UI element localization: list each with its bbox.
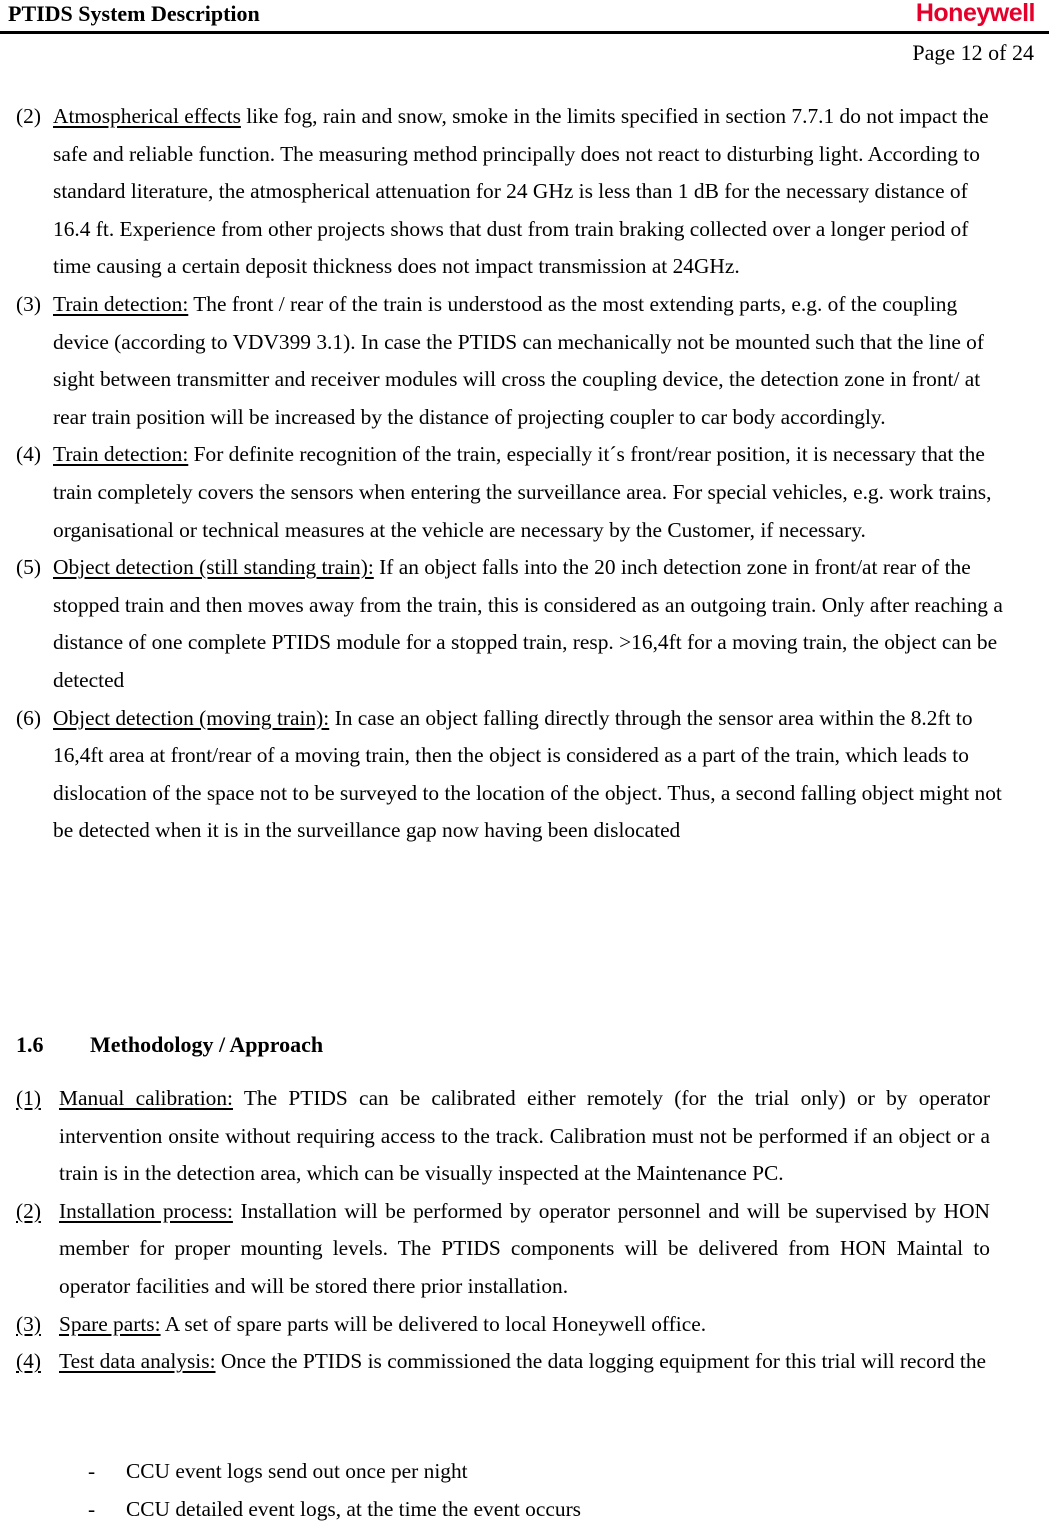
list-item: [16, 700, 1006, 850]
constraints-list: [16, 98, 1006, 850]
list-item: [16, 436, 1006, 549]
bullet-text: CCU detailed event logs, at the time the event occurs: [126, 1496, 582, 1521]
item-label: Atmospherical effects: [53, 104, 241, 128]
dash-bullet-icon: -: [88, 1459, 96, 1483]
item-number: (1): [16, 1086, 41, 1110]
methodology-list: [16, 1080, 990, 1381]
item-text: Once the PTIDS is commissioned the data logging equipment for this trial will record the: [215, 1349, 987, 1374]
bullet-item: [86, 1491, 581, 1528]
list-item: [16, 1343, 990, 1381]
bullet-item: [86, 1453, 581, 1491]
item-number: (3): [16, 291, 41, 316]
item-number: (2): [16, 104, 41, 128]
item-label: Installation process:: [59, 1198, 233, 1223]
item-number: (2): [16, 1198, 41, 1223]
item-text: The PTIDS can be calibrated either remotely (for the trial only) or by operator intervention onsite without requiring access to the track. Calibration must not be performed if an object or a train is in the detection area, which can be visually inspected at the Maintenance PC.: [59, 1086, 990, 1186]
item-label: Spare parts:: [59, 1311, 161, 1336]
item-number: (6): [16, 705, 41, 730]
item-label: Manual calibration:: [59, 1086, 233, 1110]
item-text: For definite recognition of the train, especially it´s front/rear position, it is necessary that the train completely covers the sensors when entering the surveillance area. For special vehicles, e.g. work trains, organisational or technical measures at the vehicle are necessary by the Customer, if necessary.: [53, 442, 992, 542]
item-text: The front / rear of the train is understood as the most extending parts, e.g. of the coupling device (according to VDV399 3.1). In case the PTIDS can mechanically not be mounted such that the line of sight between transmitter and receiver modules will cross the coupling device, the detection zone in front/ at rear train position will be increased by the distance of projecting coupler to car body accordingly.: [53, 291, 985, 429]
page-number: Page 12 of 24: [912, 40, 1034, 65]
item-number: (3): [16, 1311, 41, 1336]
item-number: (5): [16, 555, 41, 580]
section-title: Methodology / Approach: [90, 1032, 324, 1057]
item-number: (4): [16, 1349, 41, 1374]
item-text: A set of spare parts will be delivered to local Honeywell office.: [160, 1311, 707, 1336]
item-label: Object detection (still standing train):: [53, 555, 374, 580]
list-item: [16, 286, 1006, 436]
section-heading: [16, 1032, 323, 1058]
item-label: Object detection (moving train):: [53, 705, 330, 730]
dash-bullet-icon: -: [88, 1496, 96, 1521]
section-number: 1.6: [16, 1032, 44, 1057]
item-text: In case an object falling directly through the sensor area within the 8.2ft to 16,4ft area at front/rear of a moving train, then the object is considered as a part of the train, which leads to dislocation of the space not to be surveyed to the location of the object. Thus, a second falling object might not be detected when it is in the surveillance gap now having been dislocated: [53, 705, 1002, 843]
item-label: Test data analysis:: [59, 1349, 216, 1374]
item-label: Train detection:: [53, 291, 189, 316]
bullet-text: CCU event logs send out once per night: [126, 1459, 468, 1483]
list-item: [16, 1193, 990, 1306]
log-bullets: [86, 1453, 581, 1528]
list-item: [16, 1306, 990, 1344]
item-number: (4): [16, 442, 41, 467]
list-item: [16, 549, 1006, 699]
honeywell-logo: Honeywell: [915, 0, 1035, 27]
list-item: [16, 1080, 990, 1193]
list-item: [16, 98, 1006, 286]
item-label: Train detection:: [53, 442, 189, 467]
item-text: like fog, rain and snow, smoke in the limits specified in section 7.7.1 do not impact the safe and reliable function. The measuring method principally does not react to disturbing light. According to standard literature, the atmospherical attenuation for 24 GHz is less than 1 dB for the necessary distance of 16.4 ft. Experience from other projects shows that dust from train braking collected over a longer period of time causing a certain deposit thickness does not impact transmission at 24GHz.: [53, 104, 989, 279]
page-header: [0, 0, 1049, 34]
item-text: If an object falls into the 20 inch detection zone in front/at rear of the stopped train and then moves away from the train, this is considered as an outgoing train. Only after reaching a distance of one complete PTIDS module for a stopped train, resp. >16,4ft for a moving train, the object can be detected: [53, 555, 1003, 692]
header-rule: [0, 31, 1049, 34]
item-text: Installation will be performed by operator personnel and will be supervised by HON member for proper mounting levels. The PTIDS components will be delivered from HON Maintal to operator facilities and will be stored there prior installation.: [59, 1198, 990, 1298]
document-title: PTIDS System Description: [8, 1, 260, 26]
